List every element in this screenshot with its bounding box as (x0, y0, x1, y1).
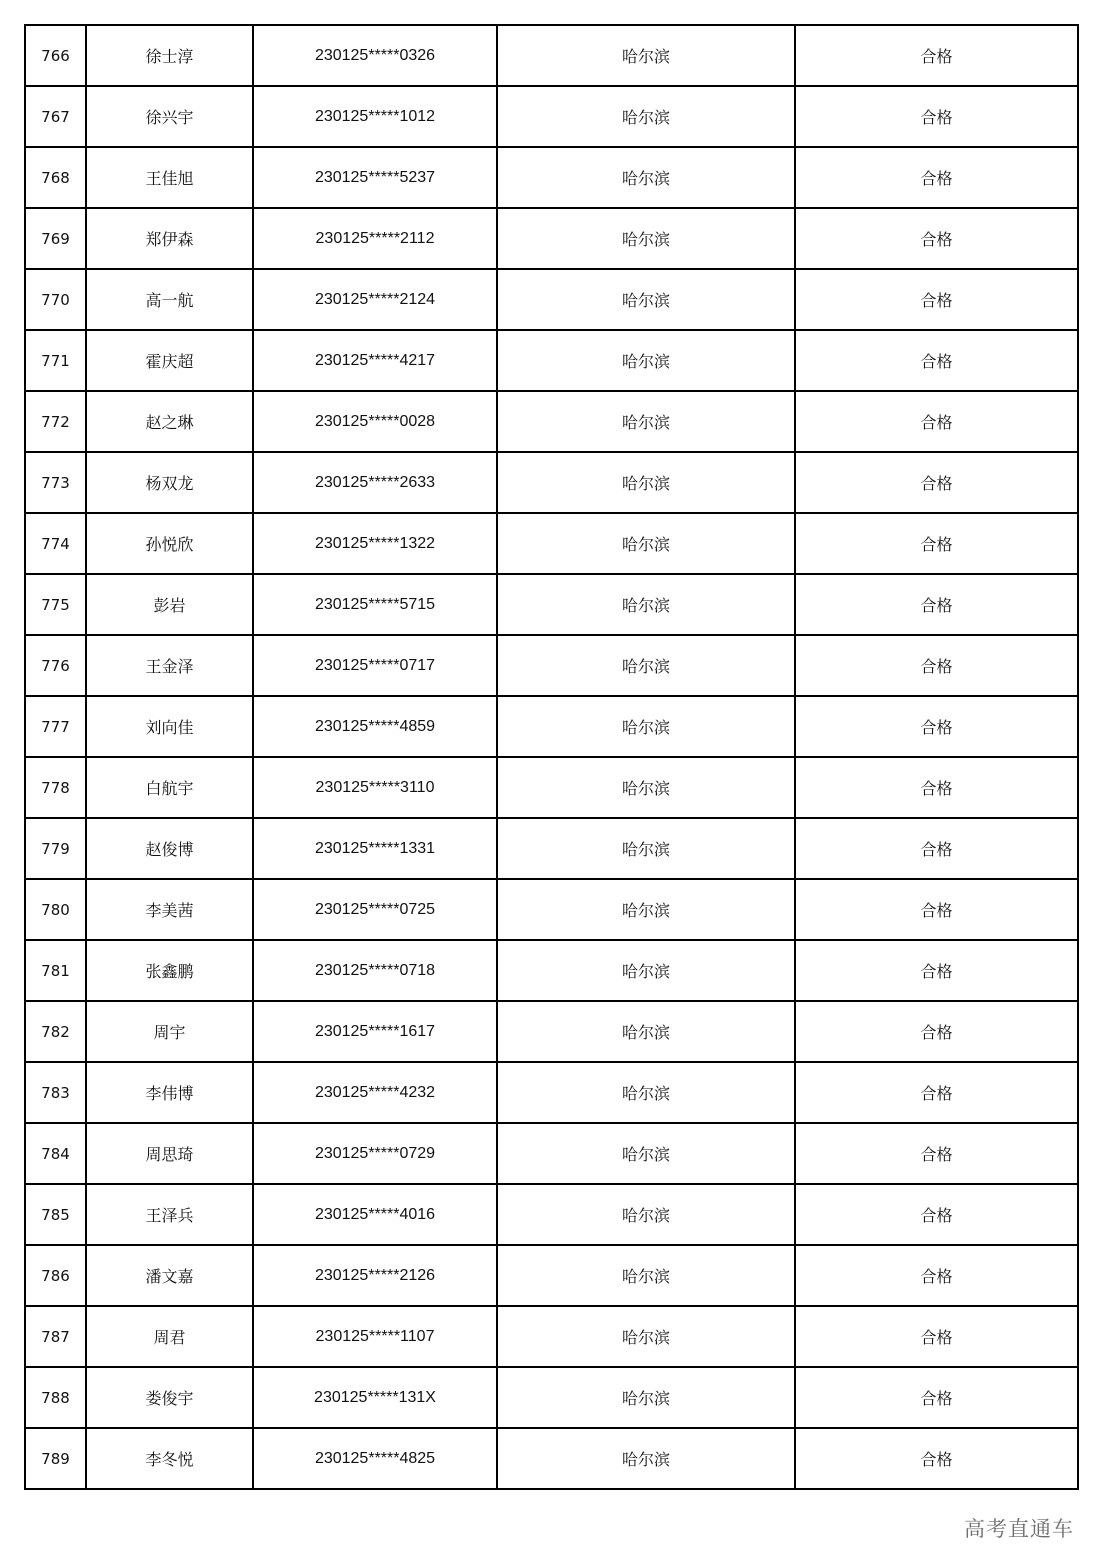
cell-result: 合格 (795, 452, 1078, 513)
cell-id-number: 230125*****2126 (253, 1245, 497, 1306)
table-row (25, 330, 1078, 391)
cell-name: 徐兴宇 (86, 86, 253, 147)
table-row (25, 452, 1078, 513)
cell-name: 周宇 (86, 1001, 253, 1062)
roster-table-body (25, 25, 1078, 1489)
cell-result: 合格 (795, 25, 1078, 86)
cell-id-number: 230125*****2112 (253, 208, 497, 269)
table-row (25, 391, 1078, 452)
cell-id-number: 230125*****0718 (253, 940, 497, 1001)
cell-result: 合格 (795, 86, 1078, 147)
cell-id-number: 230125*****5715 (253, 574, 497, 635)
cell-city: 哈尔滨 (497, 330, 795, 391)
table-row (25, 1306, 1078, 1367)
cell-city: 哈尔滨 (497, 25, 795, 86)
cell-city: 哈尔滨 (497, 696, 795, 757)
cell-id-number: 230125*****3110 (253, 757, 497, 818)
cell-name: 娄俊宇 (86, 1367, 253, 1428)
table-row (25, 1123, 1078, 1184)
cell-result: 合格 (795, 574, 1078, 635)
cell-id-number: 230125*****0717 (253, 635, 497, 696)
cell-id-number: 230125*****1617 (253, 1001, 497, 1062)
cell-city: 哈尔滨 (497, 1062, 795, 1123)
cell-id-number: 230125*****4859 (253, 696, 497, 757)
cell-number: 775 (25, 574, 86, 635)
cell-id-number: 230125*****4217 (253, 330, 497, 391)
cell-number: 779 (25, 818, 86, 879)
cell-number: 782 (25, 1001, 86, 1062)
cell-name: 赵之琳 (86, 391, 253, 452)
table-row (25, 147, 1078, 208)
cell-number: 785 (25, 1184, 86, 1245)
cell-number: 777 (25, 696, 86, 757)
cell-result: 合格 (795, 147, 1078, 208)
cell-number: 789 (25, 1428, 86, 1489)
cell-name: 霍庆超 (86, 330, 253, 391)
cell-number: 769 (25, 208, 86, 269)
table-row (25, 1428, 1078, 1489)
cell-id-number: 230125*****4232 (253, 1062, 497, 1123)
cell-city: 哈尔滨 (497, 513, 795, 574)
cell-city: 哈尔滨 (497, 452, 795, 513)
roster-sheet (24, 24, 1077, 1490)
cell-name: 张鑫鹏 (86, 940, 253, 1001)
cell-id-number: 230125*****2124 (253, 269, 497, 330)
table-row (25, 1367, 1078, 1428)
cell-number: 781 (25, 940, 86, 1001)
cell-result: 合格 (795, 879, 1078, 940)
cell-result: 合格 (795, 1184, 1078, 1245)
cell-name: 徐士淳 (86, 25, 253, 86)
cell-name: 李伟博 (86, 1062, 253, 1123)
table-row (25, 635, 1078, 696)
table-row (25, 940, 1078, 1001)
roster-table (24, 24, 1079, 1490)
cell-city: 哈尔滨 (497, 1428, 795, 1489)
cell-result: 合格 (795, 391, 1078, 452)
cell-result: 合格 (795, 940, 1078, 1001)
cell-city: 哈尔滨 (497, 208, 795, 269)
cell-id-number: 230125*****4016 (253, 1184, 497, 1245)
cell-number: 767 (25, 86, 86, 147)
cell-number: 783 (25, 1062, 86, 1123)
cell-result: 合格 (795, 513, 1078, 574)
cell-id-number: 230125*****1331 (253, 818, 497, 879)
table-row (25, 757, 1078, 818)
cell-id-number: 230125*****0326 (253, 25, 497, 86)
cell-result: 合格 (795, 1062, 1078, 1123)
cell-result: 合格 (795, 208, 1078, 269)
cell-city: 哈尔滨 (497, 1367, 795, 1428)
cell-name: 孙悦欣 (86, 513, 253, 574)
cell-result: 合格 (795, 1306, 1078, 1367)
cell-name: 杨双龙 (86, 452, 253, 513)
cell-name: 刘向佳 (86, 696, 253, 757)
cell-number: 766 (25, 25, 86, 86)
cell-city: 哈尔滨 (497, 391, 795, 452)
table-row (25, 513, 1078, 574)
cell-number: 788 (25, 1367, 86, 1428)
cell-number: 771 (25, 330, 86, 391)
cell-city: 哈尔滨 (497, 757, 795, 818)
cell-id-number: 230125*****4825 (253, 1428, 497, 1489)
cell-number: 770 (25, 269, 86, 330)
cell-name: 彭岩 (86, 574, 253, 635)
cell-result: 合格 (795, 635, 1078, 696)
table-row (25, 818, 1078, 879)
table-row (25, 1245, 1078, 1306)
cell-number: 774 (25, 513, 86, 574)
cell-id-number: 230125*****1012 (253, 86, 497, 147)
cell-name: 李冬悦 (86, 1428, 253, 1489)
cell-number: 787 (25, 1306, 86, 1367)
cell-name: 王金泽 (86, 635, 253, 696)
table-row (25, 1184, 1078, 1245)
cell-city: 哈尔滨 (497, 940, 795, 1001)
cell-number: 776 (25, 635, 86, 696)
table-row (25, 25, 1078, 86)
cell-result: 合格 (795, 1245, 1078, 1306)
cell-name: 郑伊森 (86, 208, 253, 269)
table-row (25, 696, 1078, 757)
cell-city: 哈尔滨 (497, 1123, 795, 1184)
table-row (25, 1001, 1078, 1062)
table-row (25, 269, 1078, 330)
cell-city: 哈尔滨 (497, 635, 795, 696)
cell-id-number: 230125*****1107 (253, 1306, 497, 1367)
cell-number: 786 (25, 1245, 86, 1306)
cell-result: 合格 (795, 330, 1078, 391)
cell-city: 哈尔滨 (497, 1001, 795, 1062)
cell-result: 合格 (795, 696, 1078, 757)
cell-number: 773 (25, 452, 86, 513)
cell-id-number: 230125*****1322 (253, 513, 497, 574)
cell-result: 合格 (795, 269, 1078, 330)
cell-name: 白航宇 (86, 757, 253, 818)
table-row (25, 86, 1078, 147)
cell-id-number: 230125*****5237 (253, 147, 497, 208)
cell-name: 潘文嘉 (86, 1245, 253, 1306)
cell-city: 哈尔滨 (497, 818, 795, 879)
cell-city: 哈尔滨 (497, 1306, 795, 1367)
cell-id-number: 230125*****0729 (253, 1123, 497, 1184)
cell-number: 772 (25, 391, 86, 452)
cell-id-number: 230125*****0028 (253, 391, 497, 452)
cell-city: 哈尔滨 (497, 269, 795, 330)
watermark: 高考直通车 (964, 1517, 1074, 1541)
table-row (25, 574, 1078, 635)
cell-city: 哈尔滨 (497, 1245, 795, 1306)
table-row (25, 1062, 1078, 1123)
cell-city: 哈尔滨 (497, 86, 795, 147)
cell-name: 李美茜 (86, 879, 253, 940)
cell-result: 合格 (795, 1001, 1078, 1062)
cell-name: 王泽兵 (86, 1184, 253, 1245)
cell-name: 赵俊博 (86, 818, 253, 879)
table-row (25, 879, 1078, 940)
cell-city: 哈尔滨 (497, 879, 795, 940)
cell-id-number: 230125*****0725 (253, 879, 497, 940)
cell-result: 合格 (795, 757, 1078, 818)
cell-result: 合格 (795, 1428, 1078, 1489)
cell-name: 周君 (86, 1306, 253, 1367)
cell-result: 合格 (795, 818, 1078, 879)
cell-number: 780 (25, 879, 86, 940)
cell-city: 哈尔滨 (497, 147, 795, 208)
table-row (25, 208, 1078, 269)
cell-id-number: 230125*****2633 (253, 452, 497, 513)
cell-city: 哈尔滨 (497, 574, 795, 635)
cell-name: 周思琦 (86, 1123, 253, 1184)
cell-id-number: 230125*****131X (253, 1367, 497, 1428)
cell-city: 哈尔滨 (497, 1184, 795, 1245)
cell-number: 778 (25, 757, 86, 818)
cell-result: 合格 (795, 1367, 1078, 1428)
cell-name: 高一航 (86, 269, 253, 330)
cell-result: 合格 (795, 1123, 1078, 1184)
cell-number: 768 (25, 147, 86, 208)
cell-number: 784 (25, 1123, 86, 1184)
cell-name: 王佳旭 (86, 147, 253, 208)
